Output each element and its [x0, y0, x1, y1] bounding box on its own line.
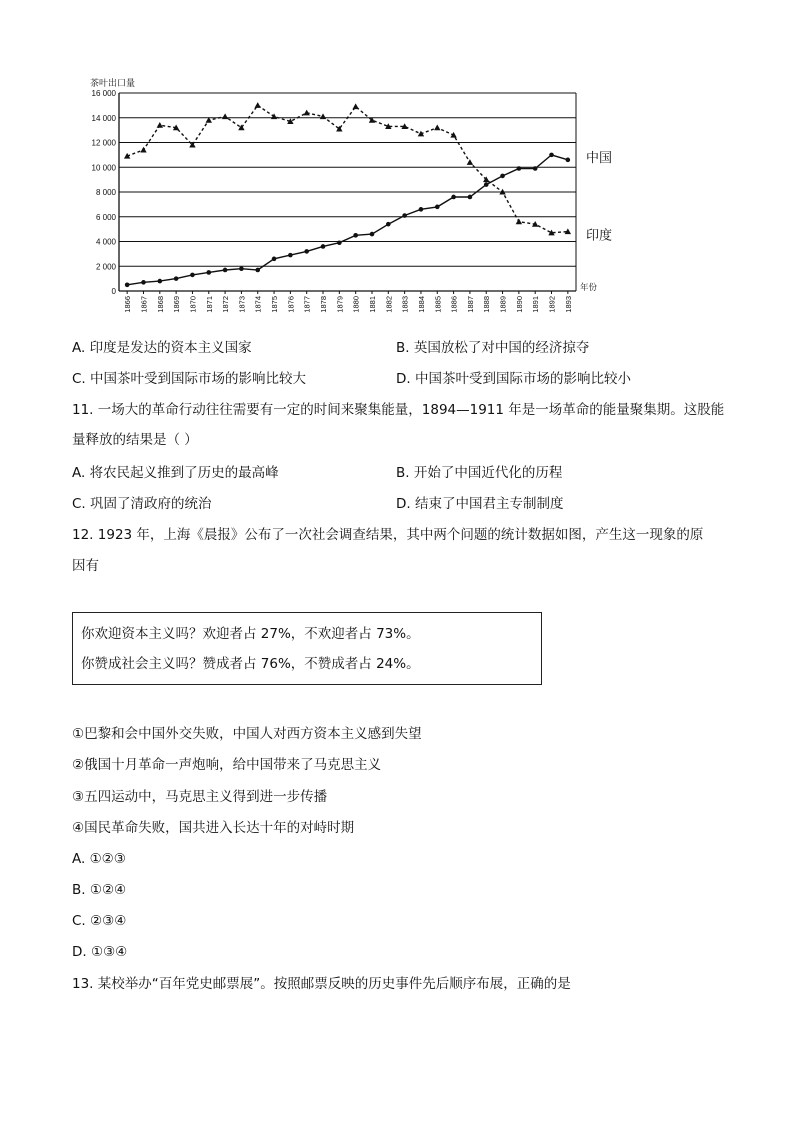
x-tick-label: 1868 — [155, 296, 165, 313]
x-tick-label: 1889 — [498, 296, 508, 313]
survey-line-capitalism: 你欢迎资本主义吗？欢迎者占 27%，不欢迎者占 73%。 — [81, 626, 420, 642]
data-point-india — [467, 159, 473, 165]
data-point-china — [419, 207, 424, 212]
q12-option-a[interactable]: A. ①②③ — [72, 851, 126, 867]
q13-stem: 13. 某校举办“百年党史邮票展”。按照邮票反映的历史事件先后顺序布展，正确的是 — [72, 976, 571, 992]
y-tick-label: 14 000 — [91, 113, 116, 123]
x-tick-label: 1892 — [547, 296, 557, 313]
x-tick-label: 1886 — [449, 296, 459, 313]
data-point-india — [255, 102, 261, 108]
q10-option-d[interactable]: D. 中国茶叶受到国际市场的影响比较小 — [396, 371, 631, 387]
q12-item-2: ②俄国十月革命一声炮响，给中国带来了马克思主义 — [72, 757, 382, 773]
q11-option-c[interactable]: C. 巩固了清政府的统治 — [72, 496, 212, 512]
y-tick-label: 8 000 — [95, 188, 116, 197]
data-point-china — [272, 257, 277, 262]
x-tick-label: 1887 — [465, 296, 475, 313]
data-point-china — [158, 279, 163, 284]
data-point-china — [190, 273, 195, 278]
y-tick-label: 0 — [111, 287, 116, 296]
data-point-china — [255, 268, 260, 273]
x-tick-label: 1872 — [221, 296, 231, 313]
data-point-china — [288, 253, 293, 258]
x-axis-label: 年份 — [580, 282, 598, 292]
x-tick-label: 1866 — [123, 296, 133, 313]
tea-export-chart-svg — [88, 74, 648, 324]
data-point-india — [320, 113, 326, 119]
x-tick-label: 1890 — [514, 296, 524, 313]
data-point-india — [157, 122, 163, 128]
data-point-china — [206, 270, 211, 275]
data-point-china — [304, 249, 309, 254]
x-tick-label: 1870 — [188, 296, 198, 313]
x-tick-label: 1869 — [172, 296, 182, 313]
data-point-china — [451, 195, 456, 200]
q12-option-b[interactable]: B. ①②④ — [72, 882, 127, 898]
survey-box — [72, 612, 542, 685]
data-point-india — [434, 124, 440, 130]
data-point-china — [484, 182, 489, 187]
data-point-india — [516, 219, 522, 225]
data-point-china — [174, 276, 179, 281]
data-point-china — [141, 280, 146, 285]
data-point-china — [353, 233, 358, 238]
data-point-india — [271, 113, 277, 119]
q10-option-a[interactable]: A. 印度是发达的资本主义国家 — [72, 340, 252, 356]
data-point-china — [435, 205, 440, 210]
q12-stem-line1: 12. 1923 年，上海《晨报》公布了一次社会调查结果，其中两个问题的统计数据如图，产生这一现象的原 — [72, 527, 704, 543]
data-point-china — [566, 158, 571, 163]
q10-option-b[interactable]: B. 英国放松了对中国的经济掠夺 — [396, 340, 590, 356]
x-tick-label: 1883 — [400, 296, 410, 313]
y-tick-label: 10 000 — [91, 163, 116, 173]
y-tick-label: 2 000 — [95, 262, 116, 272]
q11-option-d[interactable]: D. 结束了中国君主专制制度 — [396, 496, 564, 512]
survey-line-socialism: 你赞成社会主义吗？赞成者占 76%，不赞成者占 24%。 — [81, 656, 420, 672]
data-point-china — [321, 244, 326, 249]
data-point-india — [303, 110, 309, 116]
x-tick-label: 1876 — [286, 296, 296, 313]
data-point-china — [549, 153, 554, 158]
data-point-india — [140, 147, 146, 153]
data-point-china — [239, 266, 244, 271]
y-axis-label: 茶叶出口量 — [90, 78, 136, 88]
x-tick-label: 1879 — [335, 296, 345, 313]
y-tick-label: 4 000 — [95, 237, 116, 247]
data-point-china — [386, 222, 391, 227]
x-tick-label: 1871 — [204, 296, 214, 313]
x-tick-label: 1884 — [416, 296, 426, 313]
x-tick-label: 1874 — [253, 296, 263, 313]
data-point-china — [517, 166, 522, 171]
q12-stem-line2: 因有 — [72, 558, 99, 574]
y-tick-label: 12 000 — [91, 138, 116, 148]
x-tick-label: 1888 — [482, 296, 492, 313]
q12-option-d[interactable]: D. ①③④ — [72, 944, 128, 960]
tea-export-chart — [88, 74, 648, 324]
q12-item-4: ④国民革命失败，国共进入长达十年的对峙时期 — [72, 820, 355, 836]
x-tick-label: 1891 — [531, 296, 541, 313]
data-point-china — [468, 195, 473, 200]
data-point-china — [370, 232, 375, 237]
data-point-china — [402, 213, 407, 218]
x-tick-label: 1882 — [384, 296, 394, 313]
q11-stem-line2: 量释放的结果是（ ） — [72, 432, 198, 448]
series-label-china: 中国 — [586, 149, 613, 165]
x-tick-label: 1881 — [367, 296, 377, 313]
y-tick-label: 6 000 — [95, 212, 116, 222]
data-point-china — [500, 174, 505, 179]
data-point-india — [483, 176, 489, 182]
data-point-india — [352, 103, 358, 109]
y-tick-label: 16 000 — [91, 89, 116, 98]
x-tick-label: 1880 — [351, 296, 361, 313]
q12-item-3: ③五四运动中，马克思主义得到进一步传播 — [72, 789, 328, 805]
data-point-india — [222, 113, 228, 119]
q12-option-c[interactable]: C. ②③④ — [72, 913, 127, 929]
q12-item-1: ①巴黎和会中国外交失败，中国人对西方资本主义感到失望 — [72, 726, 422, 742]
data-point-china — [533, 166, 538, 171]
series-line-india — [127, 105, 568, 232]
q11-option-b[interactable]: B. 开始了中国近代化的历程 — [396, 465, 563, 481]
q10-option-c[interactable]: C. 中国茶叶受到国际市场的影响比较大 — [72, 371, 307, 387]
x-tick-label: 1878 — [319, 296, 329, 313]
x-tick-label: 1877 — [302, 296, 312, 313]
x-tick-label: 1893 — [563, 296, 573, 313]
x-tick-label: 1875 — [270, 296, 280, 313]
data-point-china — [223, 268, 228, 273]
data-point-china — [125, 283, 130, 288]
q11-option-a[interactable]: A. 将农民起义推到了历史的最高峰 — [72, 465, 279, 481]
data-point-china — [337, 240, 342, 245]
x-tick-label: 1885 — [433, 296, 443, 313]
x-tick-label: 1873 — [237, 296, 247, 313]
series-label-india: 印度 — [586, 227, 613, 243]
q11-stem-line1: 11. 一场大的革命行动往往需要有一定的时间来聚集能量，1894—1911 年是一场革命的能量聚集期。这股能 — [72, 402, 725, 418]
x-tick-label: 1867 — [139, 296, 149, 313]
